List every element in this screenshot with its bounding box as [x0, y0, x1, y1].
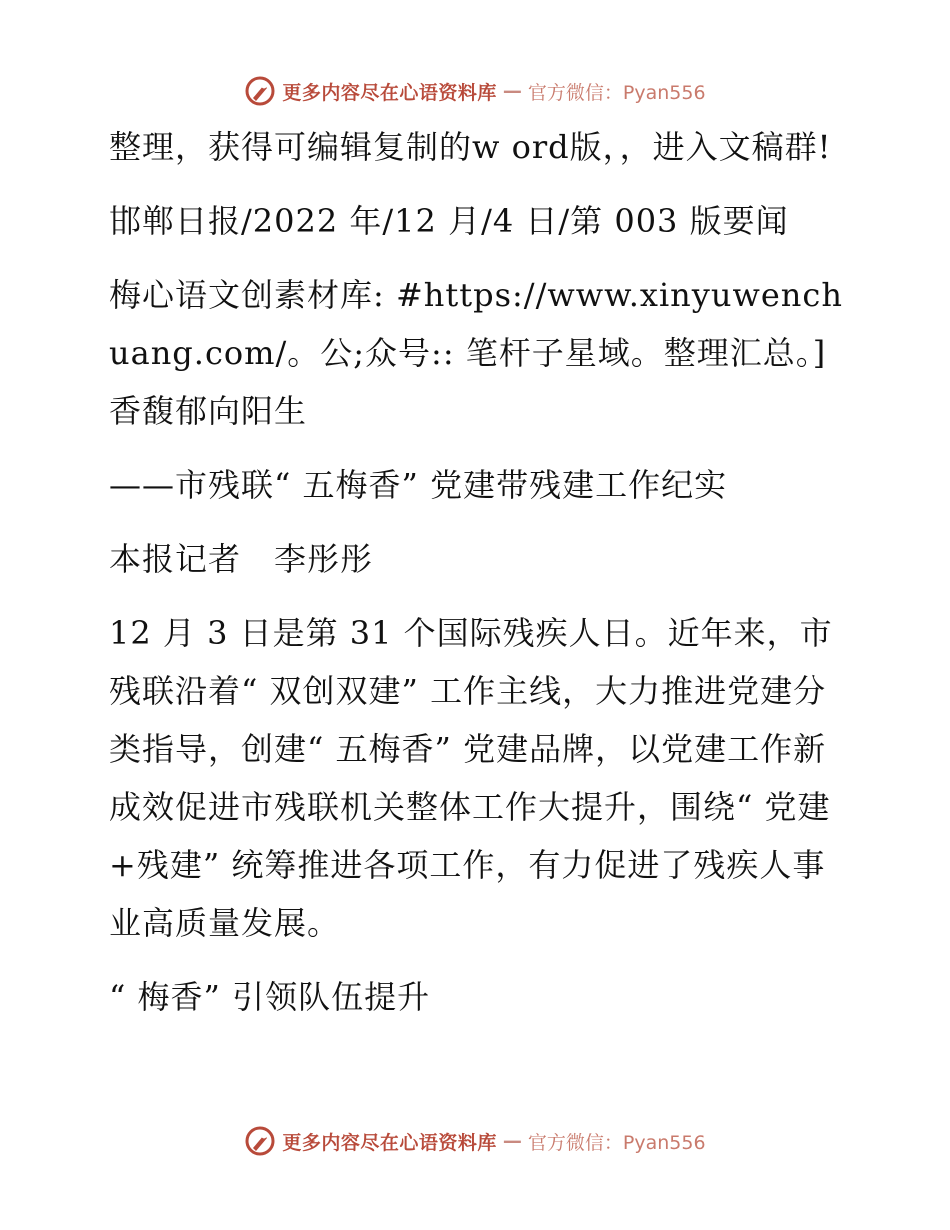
- paragraph-material-library: 梅心语文创素材库: #https://www.xinyuwenchuang.com/。公;众号:: 笔杆子星域。整理汇总。]香馥郁向阳生: [109, 276, 843, 430]
- header-watermark: [0, 71, 950, 111]
- watermark-group: [244, 75, 705, 107]
- paragraph-subtitle: ——市残联“ 五梅香” 党建带残建工作纪实: [109, 466, 728, 504]
- document-body: [97, 118, 857, 1042]
- footer-watermark: [0, 1121, 950, 1161]
- pen-seal-icon: [244, 1125, 276, 1157]
- paragraph-source: 邯郸日报/2022 年/12 月/4 日/第 003 版要闻: [109, 202, 789, 240]
- paragraph-byline: 本报记者 李彤彤: [109, 540, 374, 578]
- paragraph-intro: 整理，获得可编辑复制的w ord版，，进入文稿群!: [109, 128, 832, 166]
- watermark-title: 更多内容尽在心语资料库: [282, 81, 497, 104]
- pen-seal-icon: [244, 75, 276, 107]
- paragraph-lead: 12 月 3 日是第 31 个国际残疾人日。近年来，市残联沿着“ 双创双建” 工作主线，大力推进党建分类指导，创建“ 五梅香” 党建品牌，以党建工作新成效促进市残联机关整体工作大提升，围绕“ 党建+残建” 统筹推进各项工作，有力促进了残疾人事业高质量发展。: [109, 614, 833, 942]
- watermark-group: [244, 1125, 705, 1157]
- watermark-title: 更多内容尽在心语资料库: [282, 1131, 497, 1154]
- watermark-subtitle: 官方微信：Pyan556: [527, 81, 706, 104]
- watermark-separator: —: [502, 80, 522, 102]
- watermark-separator: —: [502, 1130, 522, 1152]
- watermark-subtitle: 官方微信：Pyan556: [527, 1131, 706, 1154]
- paragraph-section-heading: “ 梅香” 引领队伍提升: [109, 978, 431, 1016]
